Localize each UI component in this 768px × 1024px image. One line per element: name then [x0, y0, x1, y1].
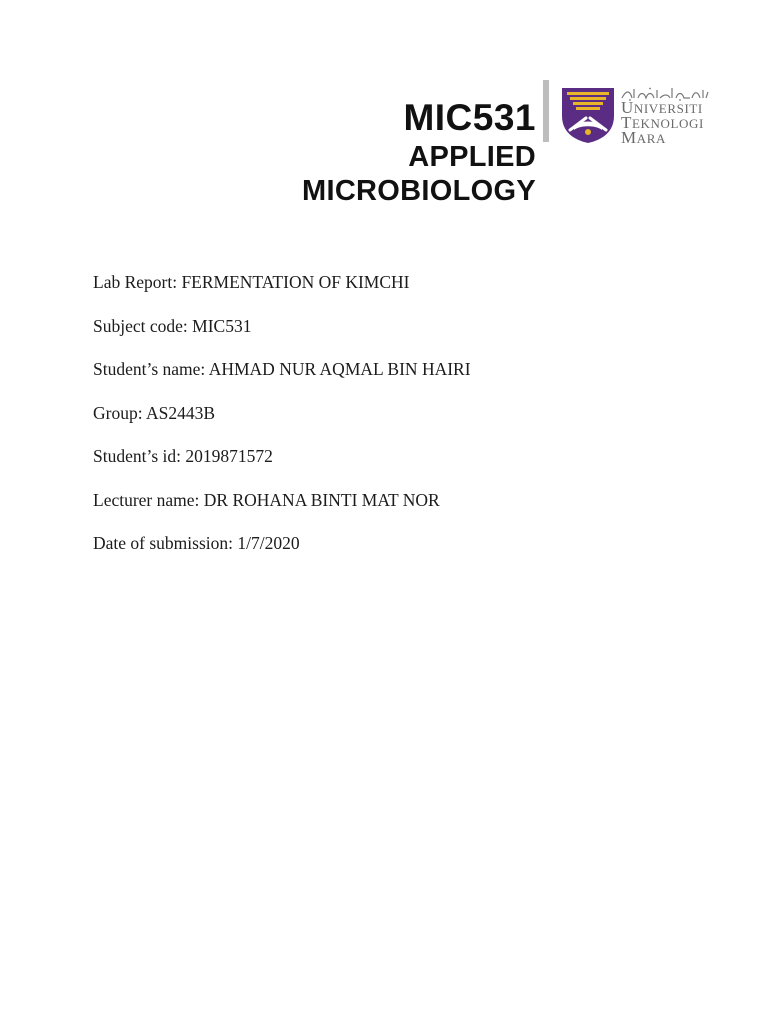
- detail-label: Student’s name:: [93, 359, 206, 379]
- university-crest-icon: [560, 86, 616, 144]
- detail-value: 1/7/2020: [237, 533, 300, 553]
- detail-group: [93, 401, 471, 445]
- logo-line2-rest: EKNOLOGI: [631, 116, 704, 131]
- detail-label: Student’s id:: [93, 446, 181, 466]
- detail-student-name: [93, 357, 471, 401]
- course-title-line1: APPLIED: [408, 141, 536, 173]
- detail-value: FERMENTATION OF KIMCHI: [181, 272, 410, 292]
- detail-label: Lecturer name:: [93, 489, 200, 510]
- detail-value: MIC531: [192, 315, 252, 336]
- logo-line2-cap: T: [621, 113, 632, 132]
- logo-line3-cap: M: [621, 128, 637, 147]
- university-name: [621, 98, 704, 147]
- detail-submission-date: [93, 531, 471, 575]
- detail-lecturer-name: [93, 488, 471, 532]
- logo-line1-cap: U: [621, 98, 634, 117]
- university-logo: [560, 86, 710, 146]
- logo-line3-rest: ARA: [636, 131, 666, 146]
- detail-value: 2019871572: [185, 446, 273, 466]
- logo-line1-rest: NIVERSITI: [633, 101, 703, 116]
- course-code: MIC531: [403, 97, 536, 138]
- detail-student-id: [93, 444, 471, 488]
- detail-label: Group:: [93, 402, 143, 423]
- detail-label: Subject code:: [93, 315, 188, 336]
- detail-value: AHMAD NUR AQMAL BIN HAIRI: [208, 359, 471, 379]
- detail-label: Lab Report:: [93, 272, 178, 292]
- detail-label: Date of submission:: [93, 533, 233, 553]
- header-divider: [543, 80, 549, 142]
- course-title-block: [302, 96, 536, 208]
- detail-value: DR ROHANA BINTI MAT NOR: [203, 489, 440, 510]
- detail-subject-code: [93, 314, 471, 358]
- detail-lab-report: [93, 270, 471, 314]
- course-title-line2: MICROBIOLOGY: [302, 175, 536, 207]
- detail-value: AS2443B: [146, 402, 216, 423]
- report-details: [93, 270, 471, 575]
